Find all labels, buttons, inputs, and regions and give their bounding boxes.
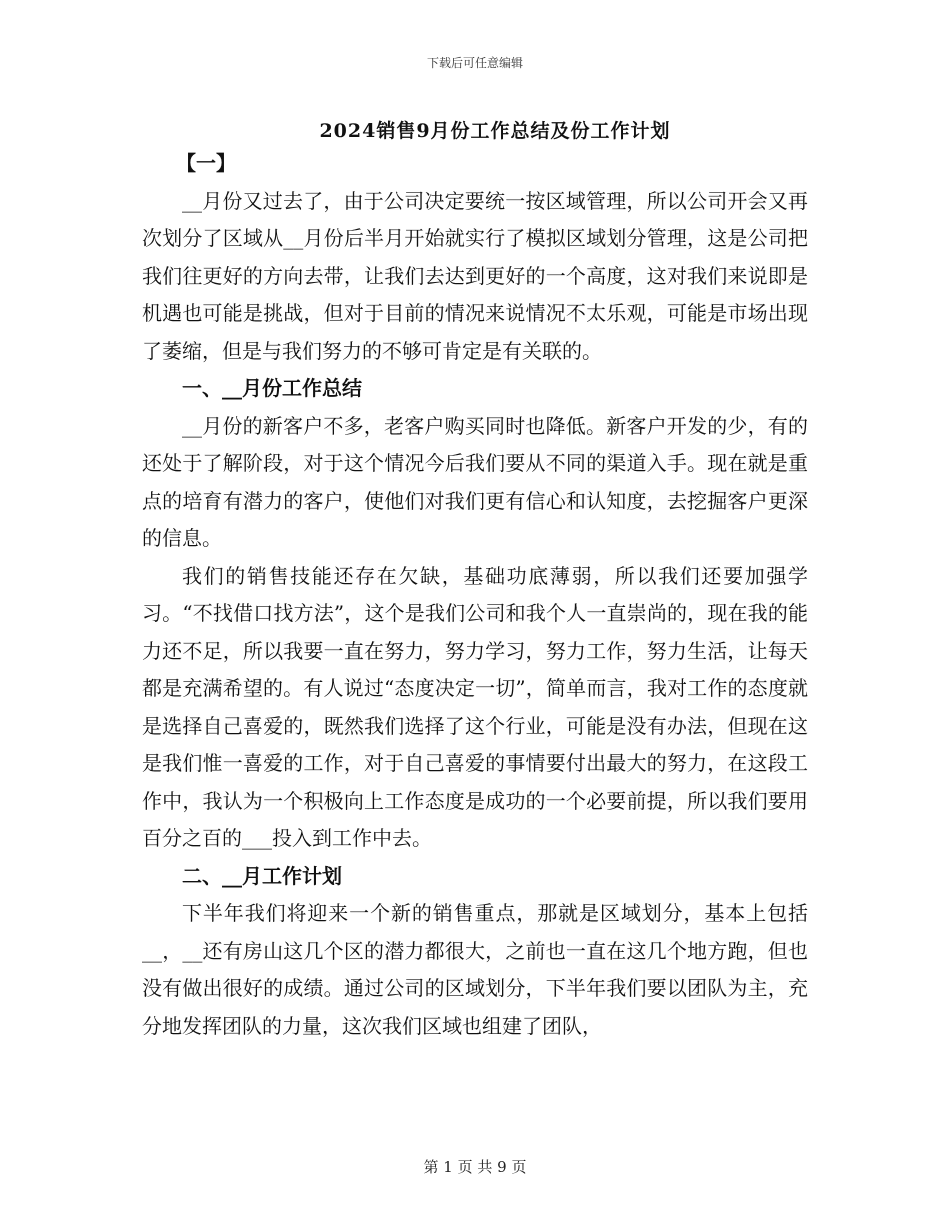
document-body bbox=[142, 145, 808, 1045]
section-heading-plan: 二、__月工作计划 bbox=[182, 863, 342, 888]
intro-paragraph: __月份又过去了，由于公司决定要统一按区域管理，所以公司开会又再次划分了区域从__月份后半月开始就实行了模拟区域划分管理，这是公司把我们往更好的方向去带，让我们去达到更好的一个高度，这对我们来说即是机遇也可能是挑战，但对于目前的情况来说情况不太乐观，可能是市场出现了萎缩，但是与我们努力的不够可肯定是有关联的。 bbox=[142, 188, 808, 363]
page-number-footer: 第 1 页 共 9 页 bbox=[423, 1158, 527, 1176]
plan-paragraph-1: 下半年我们将迎来一个新的销售重点，那就是区域划分，基本上包括__，__还有房山这几个区的潜力都很大，之前也一直在这几个地方跑，但也没有做出很好的成绩。通过公司的区域划分，下半年我们要以团队为主，充分地发挥团队的力量，这次我们区域也组建了团队， bbox=[142, 901, 808, 1038]
section-label: 【一】 bbox=[176, 151, 236, 175]
summary-paragraph-1: __月份的新客户不多，老客户购买同时也降低。新客户开发的少，有的还处于了解阶段，对于这个情况今后我们要从不同的渠道入手。现在就是重点的培育有潜力的客户，使他们对我们更有信心和认知度，去挖掘客户更深的信息。 bbox=[142, 413, 808, 550]
summary-paragraph-2: 我们的销售技能还存在欠缺，基础功底薄弱，所以我们还要加强学习。“不找借口找方法”，这个是我们公司和我个人一直崇尚的，现在我的能力还不足，所以我要一直在努力，努力学习，努力工作，努力生活，让每天都是充满希望的。有人说过“态度决定一切”，简单而言，我对工作的态度就是选择自己喜爱的，既然我们选择了这个行业，可能是没有办法，但现在这是我们惟一喜爱的工作，对于自己喜爱的事情要付出最大的努力，在这段工作中，我认为一个积极向上工作态度是成功的一个必要前提，所以我们要用百分之百的___投入到工作中去。 bbox=[142, 563, 808, 850]
document-title: 2024销售9月份工作总结及份工作计划 bbox=[319, 120, 671, 142]
section-heading-summary: 一、__月份工作总结 bbox=[182, 376, 362, 400]
page-header-note: 下载后可任意编辑 bbox=[426, 56, 523, 70]
